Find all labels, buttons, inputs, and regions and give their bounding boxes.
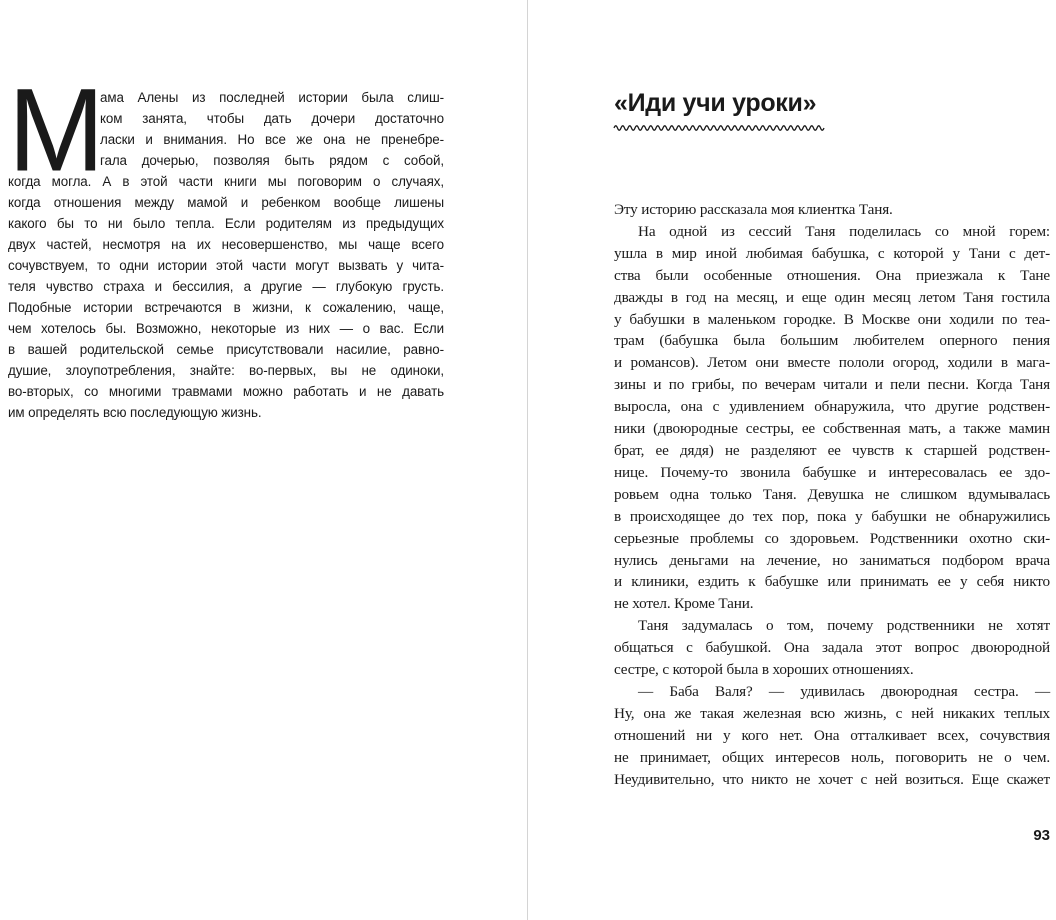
- intro-line: ласки и внимания. Но все же она не пренебре-: [100, 132, 444, 147]
- intro-line: им определять всю последующую жизнь.: [8, 405, 262, 420]
- intro-line: какого бы то ни было тепла. Если родителям из предыдущих: [8, 216, 444, 231]
- body-line: сестре, с которой была в хороших отношениях.: [614, 661, 914, 679]
- body-line: у бабушки в маленьком городке. В Москве они ходили по теа-: [614, 310, 1050, 328]
- intro-line: в вашей родительской семье присутствовали насилие, равно-: [8, 342, 444, 357]
- body-line: нице. Почему-то звонила бабушке и интересовалась ее здо-: [614, 463, 1050, 481]
- intro-line: ама Алены из последней истории была слиш-: [100, 90, 444, 105]
- body-line: серьезные проблемы со здоровьем. Родственники охотно ски-: [614, 529, 1050, 547]
- body-line: общаться с бабушкой. Она задала этот вопрос двоюродной: [614, 639, 1050, 657]
- body-line: зины и по грибы, по вечерам читали и пели песни. Когда Таня: [614, 376, 1050, 394]
- intro-line: чем хотелось бы. Возможно, некоторые из них — о вас. Если: [8, 321, 444, 336]
- title-wave-ornament: [613, 123, 825, 133]
- body-line: трам (бабушка была большим любителем оперного пения: [614, 332, 1050, 350]
- page-number: 93: [1033, 827, 1050, 844]
- body-line: На одной из сессий Таня поделилась со мной горем:: [638, 222, 1050, 240]
- body-line: Таня задумалась о том, почему родственники не хотят: [638, 617, 1050, 635]
- chapter-title: «Иди учи уроки»: [614, 89, 817, 117]
- body-line: ровьем одна только Таня. Девушка не слишком вдумывалась: [614, 485, 1050, 503]
- body-line: отношений ни у кого нет. Она отталкивает всех, сочувствия: [614, 726, 1050, 744]
- chapter-body: [614, 199, 1050, 790]
- intro-line: ком занята, чтобы дать дочери достаточно: [100, 111, 444, 126]
- body-line: Неудивительно, что никто не хочет с ней возиться. Еще скажет: [614, 770, 1050, 788]
- body-line: Эту историю рассказала моя клиентка Таня.: [614, 201, 893, 218]
- intro-line: когда могла. А в этой части книги мы поговорим о случаях,: [8, 174, 444, 189]
- right-page: [528, 0, 1056, 920]
- body-line: не хотел. Кроме Тани.: [614, 595, 754, 613]
- body-line: ники (двоюродные сестры, ее собственная мать, а также мамин: [614, 420, 1050, 438]
- body-line: Ну, она же такая железная всю жизнь, с ней никаких теплых: [614, 704, 1050, 722]
- intro-line: душие, злоупотребления, знайте: во-первых, вы не одиноки,: [8, 363, 444, 378]
- intro-line: во-вторых, со многими травмами можно работать и не давать: [8, 384, 444, 399]
- body-line: дважды в год на месяц, и еще один месяц летом Таня гостила: [614, 288, 1050, 306]
- intro-line: двух частей, несмотря на их несовершенство, мы чаще всего: [8, 237, 444, 252]
- drop-cap: М: [8, 63, 101, 197]
- body-line: не принимает, общих интересов ноль, поговорить не о чем.: [614, 748, 1050, 766]
- body-line: ушла в мир иной любимая бабушка, с которой у Тани с дет-: [614, 244, 1050, 262]
- body-line: — Баба Валя? — удивилась двоюродная сестра. —: [638, 682, 1050, 700]
- part-intro: [8, 63, 444, 423]
- intro-line: Подобные истории встречаются в жизни, к сожалению, чаще,: [8, 300, 444, 315]
- body-line: брат, ее дядя) не разделяют ее чувств к старшей родствен-: [614, 441, 1050, 459]
- body-line: выросла, она с удивлением обнаружила, что другие родствен-: [614, 398, 1050, 416]
- intro-line: гала дочерью, позволяя быть рядом с собой,: [100, 153, 444, 168]
- body-line: ства были особенные отношения. Она приезжала к Тане: [614, 266, 1050, 284]
- body-line: в происходящее до тех пор, пока у бабушки не обнаружились: [614, 507, 1050, 525]
- body-line: и романсов). Летом они вместе пололи огород, ходили в мага-: [614, 354, 1050, 372]
- intro-line: теля чувство страха и бессилия, а другие — глубокую грусть.: [8, 279, 444, 294]
- intro-line: когда отношения между мамой и ребенком вообще лишены: [8, 195, 444, 210]
- body-line: и клиники, ездить к бабушке или принимать ее у себя никто: [614, 573, 1050, 591]
- intro-line: сочувствуем, то одни истории этой части могут вызвать у чита-: [8, 258, 444, 273]
- body-line: нулись деньгами на лечение, но заниматься подбором врача: [614, 551, 1050, 569]
- left-page: [0, 0, 527, 920]
